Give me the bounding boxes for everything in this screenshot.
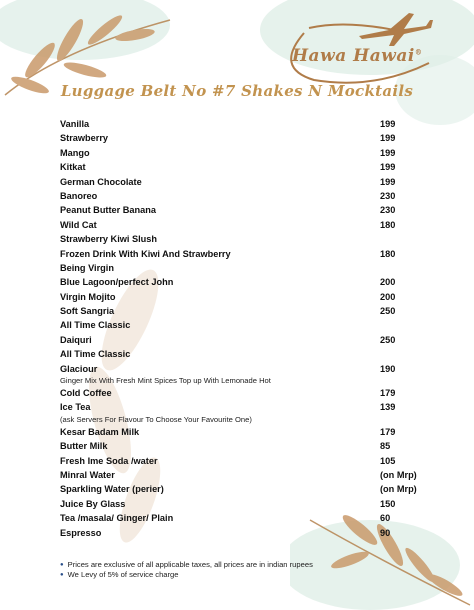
menu-item [60, 318, 420, 332]
menu-item-price: 60 [380, 513, 391, 524]
menu-item [60, 362, 420, 376]
menu-item [60, 275, 420, 289]
menu-item-price: 190 [380, 363, 396, 374]
menu-item [60, 261, 420, 275]
menu-item-price: 90 [380, 527, 391, 538]
menu-item-name: Glaciour [60, 363, 98, 374]
menu-item-name: Sparkling Water (perier) [60, 484, 164, 495]
menu-item-price: 105 [380, 455, 396, 466]
menu-item-name: Tea /masala/ Ginger/ Plain [60, 513, 174, 524]
menu-item [60, 497, 420, 511]
menu-item-price: 230 [380, 205, 396, 216]
menu-item [60, 526, 420, 540]
menu-item-price: 199 [380, 133, 396, 144]
menu-item [60, 131, 420, 145]
brand-logo [284, 8, 434, 88]
footer-notes [60, 560, 313, 580]
menu-item [60, 247, 420, 261]
menu-item-price: 199 [380, 176, 396, 187]
menu-item-name: Vanilla [60, 119, 90, 129]
menu-item [60, 511, 420, 525]
menu-item-name: Kesar Badam Milk [60, 426, 140, 437]
menu-item-price: 200 [380, 291, 396, 302]
menu-item-name: Strawberry Kiwi Slush [60, 234, 158, 245]
menu-item [60, 482, 420, 496]
menu-item [60, 160, 420, 174]
menu-item-name: Blue Lagoon/perfect John [60, 277, 174, 288]
menu-item-name: Cold Coffee [60, 388, 112, 399]
menu-item-price [380, 232, 420, 246]
menu-item-name: Espresso [60, 527, 102, 538]
menu-item-price: 250 [380, 334, 396, 345]
menu-item [60, 425, 420, 439]
menu-item-name: Virgin Mojito [60, 291, 116, 302]
menu-item-description: Ginger Mix With Fresh Mint Spices Top up With Lemonade Hot [60, 376, 271, 386]
menu-item-name: Strawberry [60, 133, 109, 144]
menu-item-price: 230 [380, 190, 396, 201]
menu-item-price: 180 [380, 219, 396, 230]
menu-item-name: Juice By Glass [60, 498, 126, 509]
menu-item-name: Wild Cat [60, 219, 97, 230]
menu-item-price: 150 [380, 498, 396, 509]
menu-item [60, 439, 420, 453]
menu-item-name: German Chocolate [60, 176, 142, 187]
menu-item [60, 218, 420, 232]
menu-item [60, 347, 420, 361]
menu-item-price [380, 347, 420, 361]
menu-item [60, 386, 420, 400]
menu-item-price: (on Mrp) [380, 484, 417, 495]
menu-item-price [380, 318, 420, 332]
menu-item-description: (ask Servers For Flavour To Choose Your Favourite One) [60, 414, 252, 424]
menu-item-price: 179 [380, 426, 396, 437]
menu-item [60, 146, 420, 160]
menu-item-price: 199 [380, 147, 396, 158]
menu-section-title: Luggage Belt No #7 Shakes N Mocktails [60, 82, 414, 100]
menu-item [60, 454, 420, 468]
menu-item-name: Minral Water [60, 469, 115, 480]
menu-item-name: Butter Milk [60, 441, 108, 452]
menu-item [60, 189, 420, 203]
menu-item [60, 400, 420, 414]
menu-list [60, 117, 420, 540]
menu-item-price: 250 [380, 306, 396, 317]
menu-item-name: Fresh Ime Soda /water [60, 455, 158, 466]
menu-item-name: All Time Classic [60, 320, 131, 331]
menu-item-name: Soft Sangria [60, 306, 115, 317]
menu-item [60, 175, 420, 189]
menu-item-price: 199 [380, 162, 396, 173]
leaf-branch-top-left-icon [0, 0, 200, 120]
menu-item [60, 117, 420, 131]
menu-item-name: Mango [60, 147, 90, 158]
menu-item-name: Being Virgin [60, 262, 114, 273]
menu-item-name: Peanut Butter Banana [60, 205, 156, 216]
menu-item [60, 468, 420, 482]
menu-item-price: 85 [380, 441, 391, 452]
menu-item-price: (on Mrp) [380, 469, 417, 480]
menu-item-price: 199 [380, 119, 396, 129]
menu-item-price: 180 [380, 248, 396, 259]
menu-item-price: 200 [380, 277, 396, 288]
brand-name: Hawa Hawai® [292, 46, 423, 66]
menu-item-price: 139 [380, 402, 396, 413]
menu-item [60, 232, 420, 246]
menu-item-name: All Time Classic [60, 349, 131, 360]
menu-item-name: Kitkat [60, 162, 86, 173]
menu-item-name: Ice Tea [60, 402, 91, 413]
menu-item-name: Frozen Drink With Kiwi And Strawberry [60, 248, 231, 259]
footer-note: ● Prices are exclusive of all applicable taxes, all prices are in indian rupees [60, 560, 313, 570]
menu-item-price: 179 [380, 388, 396, 399]
menu-item [60, 333, 420, 347]
menu-item-price [380, 261, 420, 275]
menu-item [60, 290, 420, 304]
footer-note: ● We Levy of 5% of service charge [60, 570, 313, 580]
menu-item [60, 304, 420, 318]
menu-item-name: Banoreo [60, 190, 98, 201]
menu-item-name: Daiquri [60, 334, 92, 345]
menu-item [60, 203, 420, 217]
